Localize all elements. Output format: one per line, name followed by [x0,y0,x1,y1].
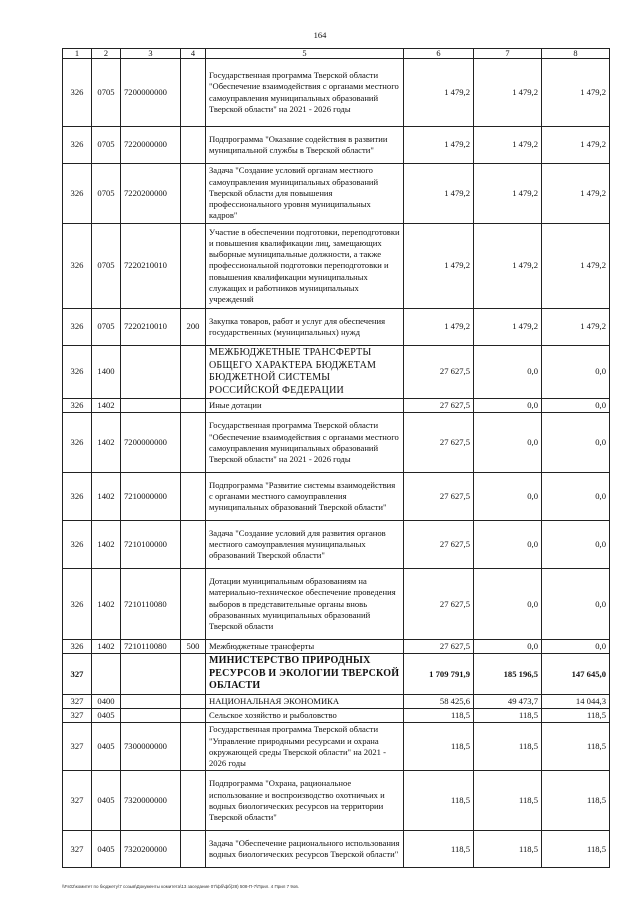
expense-type-code [181,473,206,521]
target-article-code: 7320200000 [121,831,181,868]
chapter-code: 326 [63,164,92,224]
page-number: 164 [313,30,327,40]
item-name: Подпрограмма "Оказание содействия в развитии муниципальной службы в Тверской области" [206,127,404,164]
expense-type-code: 200 [181,309,206,346]
table-row [63,521,610,569]
target-article-code [121,709,181,723]
section-code: 1402 [92,640,121,654]
column-number: 3 [121,49,181,59]
target-article-code: 7220200000 [121,164,181,224]
table-row [63,399,610,413]
expense-type-code [181,723,206,771]
section-code: 0705 [92,309,121,346]
target-article-code: 7220210010 [121,224,181,309]
expense-type-code [181,831,206,868]
column-number: 6 [404,49,474,59]
table-row [63,224,610,309]
amount-2025: 118,5 [474,723,542,771]
chapter-code: 326 [63,413,92,473]
amount-2025: 118,5 [474,831,542,868]
expense-type-code [181,413,206,473]
amount-2026: 0,0 [542,413,610,473]
column-number: 5 [206,49,404,59]
amount-2026: 0,0 [542,521,610,569]
chapter-code: 326 [63,399,92,413]
chapter-code: 327 [63,654,92,695]
expense-type-code [181,569,206,640]
section-code: 1402 [92,473,121,521]
amount-2025: 185 196,5 [474,654,542,695]
item-name: Иные дотации [206,399,404,413]
amount-2026: 118,5 [542,771,610,831]
expense-type-code [181,224,206,309]
expense-type-code [181,654,206,695]
table-row [63,771,610,831]
amount-2025: 0,0 [474,521,542,569]
amount-2025: 1 479,2 [474,164,542,224]
chapter-code: 326 [63,127,92,164]
amount-2025: 1 479,2 [474,309,542,346]
amount-2024: 27 627,5 [404,346,474,399]
expense-type-code [181,346,206,399]
expense-type-code [181,694,206,708]
table-row [63,723,610,771]
file-path-footer: \\Fs02\комитет по бюджету\7 созыв\Документы комитета\13 заседание 07\фб\фб(28) 508-П-7\Прил. 4 Прил 7 9ов. [62,884,300,889]
section-code: 0405 [92,723,121,771]
item-name: Межбюджетные трансферты [206,640,404,654]
item-name: Задача "Создание условий органам местного самоуправления муниципальных образований Тверской области для повышения профессионального уровня муниципальных кадров" [206,164,404,224]
section-code: 0705 [92,59,121,127]
amount-2025: 0,0 [474,473,542,521]
amount-2026: 1 479,2 [542,127,610,164]
section-code: 0705 [92,164,121,224]
chapter-code: 326 [63,640,92,654]
section-code: 0405 [92,831,121,868]
section-code: 0705 [92,127,121,164]
table-row [63,346,610,399]
item-name: Государственная программа Тверской области "Управление природными ресурсами и охрана окружающей среды Тверской области" на 2021 - 2026 годы [206,723,404,771]
item-name: Участие в обеспечении подготовки, переподготовки и повышения квалификации лиц, замещающих выборные муниципальные должности, а также профессиональной подготовки переподготовки и повышения квалификации муниципальных служащих и работников муниципальных учреждений [206,224,404,309]
amount-2025: 1 479,2 [474,224,542,309]
column-number: 7 [474,49,542,59]
item-name: Задача "Обеспечение рационального использования водных биологических ресурсов Тверской области" [206,831,404,868]
column-number: 2 [92,49,121,59]
amount-2024: 118,5 [404,831,474,868]
section-code: 0405 [92,771,121,831]
target-article-code [121,694,181,708]
target-article-code: 7220210010 [121,309,181,346]
item-name: Задача "Создание условий для развития органов местного самоуправления муниципальных образований Тверской области" [206,521,404,569]
table-row [63,164,610,224]
column-number: 1 [63,49,92,59]
chapter-code: 327 [63,831,92,868]
amount-2024: 27 627,5 [404,640,474,654]
section-code: 1402 [92,569,121,640]
amount-2024: 1 479,2 [404,309,474,346]
item-name: Закупка товаров, работ и услуг для обеспечения государственных (муниципальных) нужд [206,309,404,346]
target-article-code: 7210000000 [121,473,181,521]
target-article-code: 7220000000 [121,127,181,164]
amount-2026: 1 479,2 [542,224,610,309]
expense-type-code [181,771,206,831]
item-name: Дотации муниципальным образованиям на материально-техническое обеспечение проведения выборов в представительные органы вновь образованных муниципальных образований Тверской области [206,569,404,640]
target-article-code: 7210110080 [121,640,181,654]
amount-2026: 118,5 [542,831,610,868]
table-row [63,127,610,164]
amount-2025: 0,0 [474,346,542,399]
target-article-code: 7200000000 [121,59,181,127]
chapter-code: 326 [63,473,92,521]
chapter-code: 326 [63,569,92,640]
amount-2024: 27 627,5 [404,569,474,640]
column-number: 4 [181,49,206,59]
target-article-code: 7320000000 [121,771,181,831]
amount-2024: 27 627,5 [404,399,474,413]
budget-table [62,48,610,868]
table-row [63,309,610,346]
section-code: 0400 [92,694,121,708]
target-article-code: 7210110080 [121,569,181,640]
target-article-code [121,346,181,399]
section-code: 0405 [92,709,121,723]
target-article-code [121,399,181,413]
expense-type-code [181,127,206,164]
item-name: МЕЖБЮДЖЕТНЫЕ ТРАНСФЕРТЫ ОБЩЕГО ХАРАКТЕРА БЮДЖЕТАМ БЮДЖЕТНОЙ СИСТЕМЫ РОССИЙСКОЙ ФЕДЕРАЦИИ [206,346,404,399]
amount-2026: 0,0 [542,399,610,413]
chapter-code: 327 [63,723,92,771]
chapter-code: 326 [63,521,92,569]
item-name: Государственная программа Тверской области "Обеспечение взаимодействия с органами местного самоуправления муниципальных образований Тверской области" на 2021 - 2026 годы [206,413,404,473]
chapter-code: 326 [63,346,92,399]
amount-2024: 1 479,2 [404,224,474,309]
expense-type-code [181,399,206,413]
chapter-code: 327 [63,709,92,723]
item-name: Подпрограмма "Развитие системы взаимодействия с органами местного самоуправления муниципальных образований Тверской области" [206,473,404,521]
table-row [63,473,610,521]
amount-2025: 0,0 [474,399,542,413]
section-code: 1402 [92,399,121,413]
table-row [63,640,610,654]
expense-type-code [181,521,206,569]
target-article-code: 7200000000 [121,413,181,473]
expense-type-code [181,709,206,723]
amount-2024: 27 627,5 [404,413,474,473]
amount-2026: 1 479,2 [542,309,610,346]
section-code: 0705 [92,224,121,309]
table-row [63,709,610,723]
table-row [63,569,610,640]
amount-2025: 0,0 [474,640,542,654]
amount-2024: 58 425,6 [404,694,474,708]
amount-2026: 147 645,0 [542,654,610,695]
amount-2024: 118,5 [404,771,474,831]
table-row [63,654,610,695]
table-row [63,831,610,868]
column-number: 8 [542,49,610,59]
amount-2025: 1 479,2 [474,127,542,164]
amount-2024: 1 709 791,9 [404,654,474,695]
amount-2026: 118,5 [542,709,610,723]
amount-2025: 118,5 [474,709,542,723]
chapter-code: 326 [63,224,92,309]
expense-type-code [181,164,206,224]
amount-2026: 0,0 [542,346,610,399]
column-number-row [63,49,610,59]
chapter-code: 327 [63,771,92,831]
amount-2024: 118,5 [404,709,474,723]
target-article-code [121,654,181,695]
item-name: Государственная программа Тверской области "Обеспечение взаимодействия с органами местного самоуправления муниципальных образований Тверской области" на 2021 - 2026 годы [206,59,404,127]
amount-2026: 1 479,2 [542,164,610,224]
amount-2024: 27 627,5 [404,521,474,569]
amount-2024: 118,5 [404,723,474,771]
target-article-code: 7300000000 [121,723,181,771]
section-code: 1402 [92,413,121,473]
expense-type-code: 500 [181,640,206,654]
amount-2026: 0,0 [542,569,610,640]
amount-2025: 49 473,7 [474,694,542,708]
amount-2025: 0,0 [474,413,542,473]
item-name: НАЦИОНАЛЬНАЯ ЭКОНОМИКА [206,694,404,708]
amount-2026: 118,5 [542,723,610,771]
amount-2025: 0,0 [474,569,542,640]
table-row [63,694,610,708]
target-article-code: 7210100000 [121,521,181,569]
amount-2024: 1 479,2 [404,59,474,127]
amount-2024: 1 479,2 [404,127,474,164]
chapter-code: 326 [63,309,92,346]
item-name: Подпрограмма "Охрана, рациональное использование и воспроизводство охотничьих и водных биологических ресурсов на территории Тверской области" [206,771,404,831]
expense-type-code [181,59,206,127]
table-row [63,59,610,127]
section-code [92,654,121,695]
amount-2024: 1 479,2 [404,164,474,224]
section-code: 1400 [92,346,121,399]
table-row [63,413,610,473]
chapter-code: 326 [63,59,92,127]
chapter-code: 327 [63,694,92,708]
amount-2026: 1 479,2 [542,59,610,127]
section-code: 1402 [92,521,121,569]
item-name: МИНИСТЕРСТВО ПРИРОДНЫХ РЕСУРСОВ И ЭКОЛОГИИ ТВЕРСКОЙ ОБЛАСТИ [206,654,404,695]
amount-2025: 118,5 [474,771,542,831]
item-name: Сельское хозяйство и рыболовство [206,709,404,723]
amount-2026: 14 044,3 [542,694,610,708]
amount-2026: 0,0 [542,473,610,521]
amount-2025: 1 479,2 [474,59,542,127]
amount-2024: 27 627,5 [404,473,474,521]
amount-2026: 0,0 [542,640,610,654]
